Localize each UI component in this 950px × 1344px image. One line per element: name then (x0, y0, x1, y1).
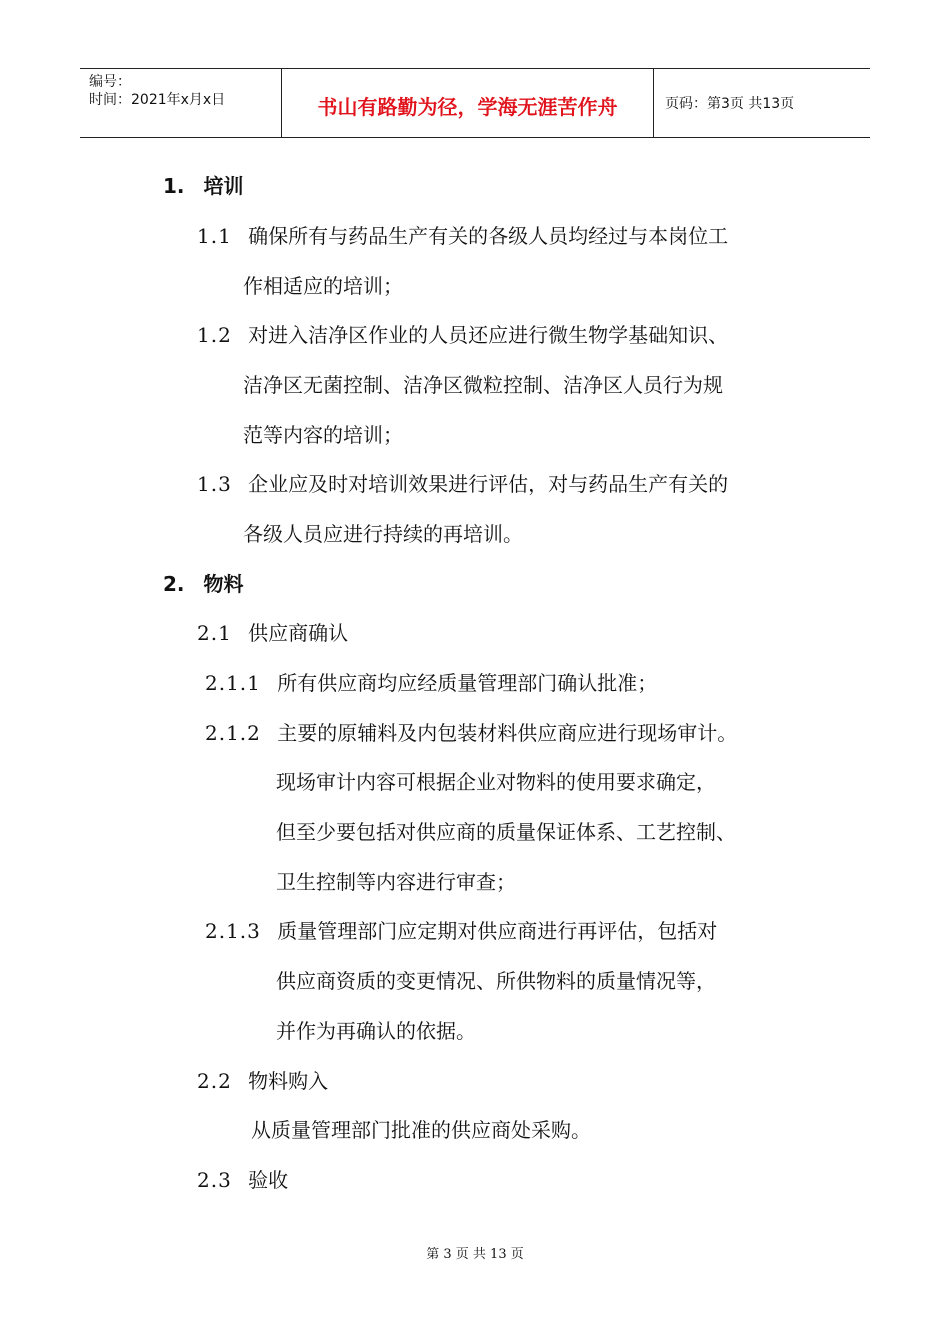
item-number: 1.3 (197, 472, 232, 496)
section-number: 2. (163, 572, 185, 596)
list-item (197, 323, 728, 347)
item-text-line: 验收 (248, 1168, 289, 1192)
header-meta (80, 69, 282, 137)
list-item (197, 621, 348, 645)
header-date-label: 时间：2021年x月x日 (89, 92, 226, 108)
item-text-line: 供应商确认 (248, 621, 349, 645)
item-text-line: 从质量管理部门批准的供应商处采购。 (251, 1118, 591, 1142)
header-motto: 书山有路勤为径，学海无涯苦作舟 (282, 69, 654, 137)
item-text-line: 并作为再确认的依据。 (276, 1019, 476, 1043)
page-footer: 第 3 页 共 13 页 (426, 1247, 524, 1262)
item-number: 2.1 (197, 621, 232, 645)
item-number: 2.1.3 (205, 919, 261, 943)
item-number: 1.1 (197, 224, 232, 248)
list-item (205, 919, 717, 943)
list-item (197, 224, 728, 248)
item-text-line: 卫生控制等内容进行审查； (276, 870, 516, 894)
item-text-line: 企业应及时对培训效果进行评估，对与药品生产有关的 (248, 472, 729, 496)
list-item (205, 721, 737, 745)
item-number: 1.2 (197, 323, 232, 347)
item-text-line: 范等内容的培训； (243, 423, 403, 447)
item-text-line: 但至少要包括对供应商的质量保证体系、工艺控制、 (276, 820, 736, 844)
section-heading (163, 174, 243, 198)
item-text-line: 作相适应的培训； (243, 274, 403, 298)
item-text-line: 质量管理部门应定期对供应商进行再评估，包括对 (277, 919, 718, 943)
item-text-line: 主要的原辅料及内包装材料供应商应进行现场审计。 (277, 721, 738, 745)
item-text-line: 洁净区无菌控制、洁净区微粒控制、洁净区人员行为规 (243, 373, 723, 397)
item-number: 2.1.1 (205, 671, 261, 695)
list-item (205, 671, 657, 695)
item-text-line: 供应商资质的变更情况、所供物料的质量情况等， (276, 969, 716, 993)
item-number: 2.3 (197, 1168, 232, 1192)
item-number: 2.1.2 (205, 721, 261, 745)
header-page-info: 页码：第3页 共13页 (665, 96, 795, 112)
item-text-line: 各级人员应进行持续的再培训。 (243, 522, 523, 546)
list-item (197, 1069, 328, 1093)
section-heading (163, 572, 243, 596)
item-number: 2.2 (197, 1069, 232, 1093)
section-title: 培训 (203, 174, 244, 198)
list-item (197, 1168, 288, 1192)
item-text-line: 物料购入 (248, 1069, 329, 1093)
item-text-line: 所有供应商均应经质量管理部门确认批准； (277, 671, 658, 695)
item-text-line: 对进入洁净区作业的人员还应进行微生物学基础知识、 (248, 323, 729, 347)
document-header (80, 68, 870, 138)
list-item (197, 472, 728, 496)
section-title: 物料 (203, 572, 244, 596)
section-number: 1. (163, 174, 185, 198)
item-text-line: 确保所有与药品生产有关的各级人员均经过与本岗位工 (248, 224, 729, 248)
header-number-label: 编号： (89, 74, 131, 90)
item-text-line: 现场审计内容可根据企业对物料的使用要求确定， (276, 770, 716, 794)
